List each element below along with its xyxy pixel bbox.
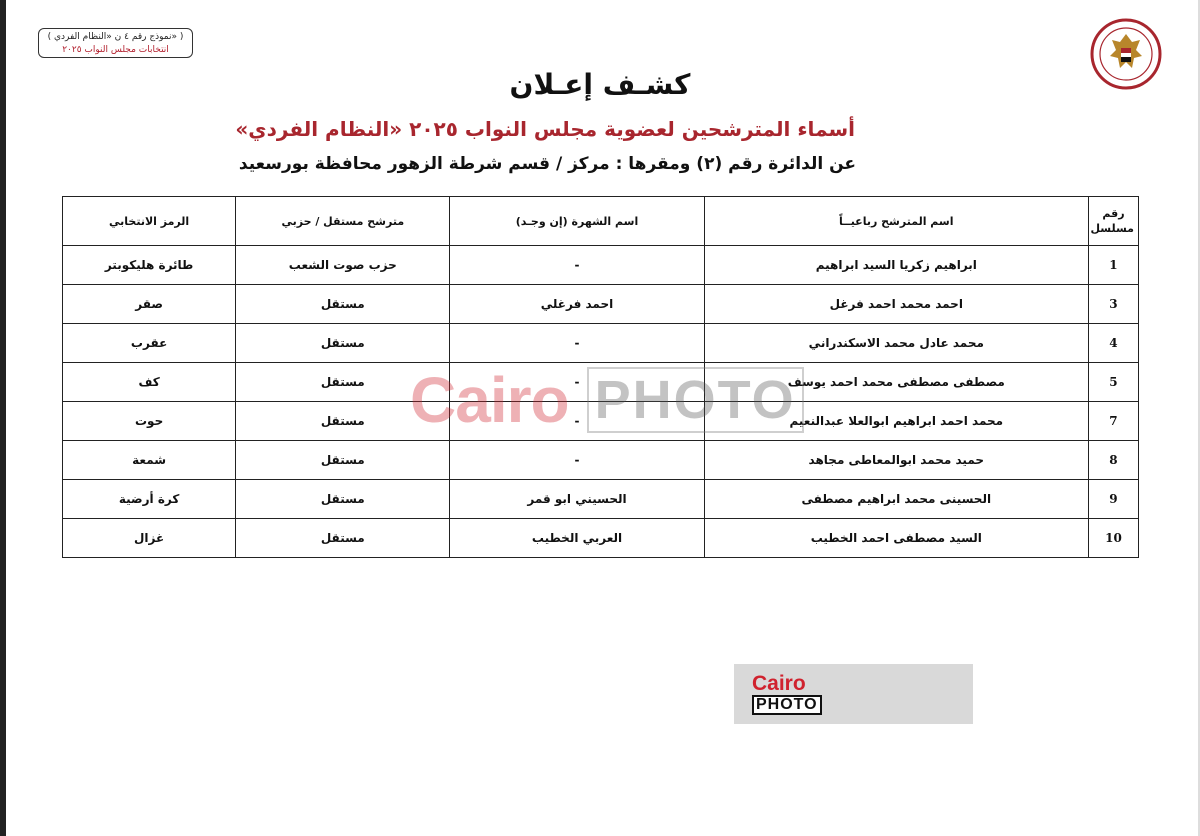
cell-fame: - [450,441,704,480]
cell-name: محمد عادل محمد الاسكندراني [704,324,1088,363]
cell-type: مستقل [236,519,450,558]
cell-serial: 8 [1088,441,1138,480]
cell-fame: الحسيني ابو قمر [450,480,704,519]
cell-fame: احمد فرغلي [450,285,704,324]
table-row [63,363,1139,402]
cell-symbol: كرة أرضية [63,480,236,519]
page-title: كشـف إعـلان [509,68,691,101]
cell-name: السيد مصطفى احمد الخطيب [704,519,1088,558]
election-name-line: انتخابات مجلس النواب ٢٠٢٥ [62,45,169,55]
cell-type: مستقل [236,441,450,480]
cell-name: حميد محمد ابوالمعاطى مجاهد [704,441,1088,480]
cell-type: مستقل [236,402,450,441]
cell-type: حزب صوت الشعب [236,246,450,285]
table-row [63,285,1139,324]
table-row [63,480,1139,519]
cell-type: مستقل [236,285,450,324]
cell-type: مستقل [236,324,450,363]
cell-symbol: حوت [63,402,236,441]
cell-symbol: شمعة [63,441,236,480]
table-row [63,402,1139,441]
header-serial: رقم مسلسل [1088,197,1138,246]
watermark-photo-text: PHOTO [587,367,804,433]
cell-fame: - [450,246,704,285]
district-info: عن الدائرة رقم (٢) ومقرها : مركز / قسم شرطة الزهور محافظة بورسعيد [238,154,856,174]
cell-name: ابراهيم زكريا السيد ابراهيم [704,246,1088,285]
table-row [63,324,1139,363]
cell-symbol: صقر [63,285,236,324]
cell-serial: 4 [1088,324,1138,363]
cell-type: مستقل [236,363,450,402]
table-row [63,441,1139,480]
form-number-line: ( نموذج رقم ٤ ن «النظام الفردي» ) [47,32,184,42]
header-type: مترشح مستقل / حزبي [236,197,450,246]
page-subtitle: أسماء المترشحين لعضوية مجلس النواب ٢٠٢٥ «النظام الفردي» [235,117,855,141]
left-border [0,0,6,836]
cell-serial: 5 [1088,363,1138,402]
cell-symbol: كف [63,363,236,402]
watermark-cairo-text: Cairo [410,364,569,436]
cell-serial: 3 [1088,285,1138,324]
cell-serial: 9 [1088,480,1138,519]
cell-fame: - [450,324,704,363]
header-name: اسم المترشح رباعيــاً [704,197,1088,246]
cell-symbol: عقرب [63,324,236,363]
cell-serial: 7 [1088,402,1138,441]
form-number-box [38,28,193,58]
cell-fame: - [450,363,704,402]
table-header-row [63,197,1139,246]
cell-name: الحسينى محمد ابراهيم مصطفى [704,480,1088,519]
cell-name: مصطفى مصطفى محمد احمد يوسف [704,363,1088,402]
cell-serial: 10 [1088,519,1138,558]
logo-photo-text: PHOTO [752,695,822,715]
logo-cairo-text: Cairo [752,672,806,695]
cell-name: محمد احمد ابراهيم ابوالعلا عبدالنعيم [704,402,1088,441]
cell-fame: العربي الخطيب [450,519,704,558]
header-fame: اسم الشهرة (إن وجـد) [450,197,704,246]
candidates-table [62,196,1139,558]
cell-type: مستقل [236,480,450,519]
header-symbol: الرمز الانتخابي [63,197,236,246]
table-row [63,519,1139,558]
cell-fame: - [450,402,704,441]
table-row [63,246,1139,285]
cell-symbol: طائرة هليكوبتر [63,246,236,285]
cairophoto-logo [734,664,973,724]
cell-name: احمد محمد احمد فرغل [704,285,1088,324]
cell-serial: 1 [1088,246,1138,285]
cell-symbol: غزال [63,519,236,558]
